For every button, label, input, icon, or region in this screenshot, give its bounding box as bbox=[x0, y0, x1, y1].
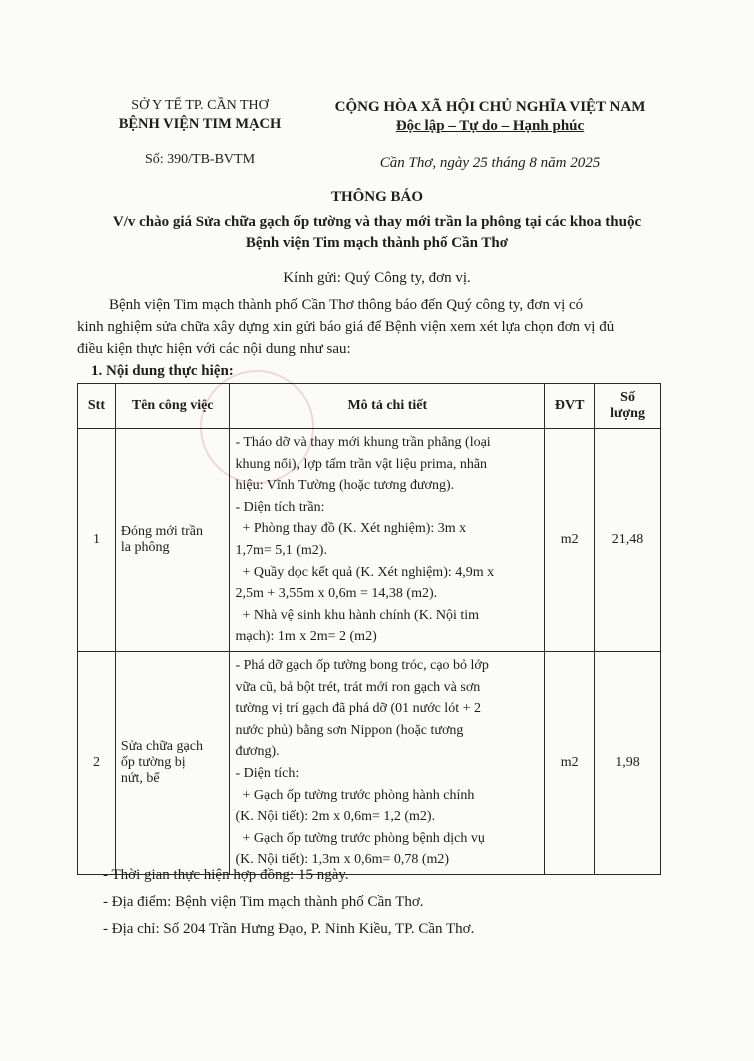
desc-line: nước phủ) bằng sơn Nippon (hoặc tương bbox=[235, 722, 464, 738]
issuer-block bbox=[70, 97, 330, 169]
header-unit: ĐVT bbox=[545, 384, 595, 429]
header-desc: Mô tả chi tiết bbox=[230, 384, 545, 429]
row-stt: 1 bbox=[78, 429, 116, 652]
subtitle-line: Bệnh viện Tim mạch thành phố Cần Thơ bbox=[245, 235, 509, 251]
desc-line: + Nhà vệ sinh khu hành chính (K. Nội tim bbox=[235, 607, 479, 623]
note-item: - Địa điểm: Bệnh viện Tim mạch thành phố Cần Thơ. bbox=[103, 894, 424, 910]
national-header-block bbox=[310, 98, 670, 173]
row-name-line: Đóng mới trần bbox=[120, 523, 203, 539]
desc-line: 2,5m + 3,55m x 0,6m = 14,38 (m2). bbox=[235, 586, 438, 602]
work-items-table bbox=[77, 383, 661, 875]
subtitle-line: V/v chào giá Sửa chữa gạch ốp tường và thay mới trần la phông tại các khoa thuộc bbox=[112, 214, 642, 230]
desc-line: đương). bbox=[235, 744, 280, 760]
header-qty-line: Số bbox=[620, 390, 635, 405]
table-row bbox=[78, 651, 661, 874]
row-qty: 21,48 bbox=[595, 429, 661, 652]
note-item: - Thời gian thực hiện hợp đồng: 15 ngày. bbox=[103, 867, 349, 883]
row-unit: m2 bbox=[545, 651, 595, 874]
section-title: 1. Nội dung thực hiện: bbox=[91, 363, 234, 379]
desc-line: (K. Nội tiết): 1,3m x 0,6m= 0,78 (m2) bbox=[235, 852, 450, 868]
intro-line: kinh nghiệm sửa chữa xây dựng xin gửi báo giá để Bệnh viện xem xét lựa chọn đơn vị đủ bbox=[77, 319, 615, 335]
note-item: - Địa chỉ: Số 204 Trần Hưng Đạo, P. Ninh Kiều, TP. Cần Thơ. bbox=[103, 921, 475, 937]
row-name-line: la phông bbox=[120, 539, 170, 555]
desc-line: - Tháo dỡ và thay mới khung trần phẳng (loại bbox=[235, 435, 491, 450]
desc-line: hiệu: Vĩnh Tường (hoặc tương đương). bbox=[235, 478, 455, 494]
national-motto: Độc lập – Tự do – Hạnh phúc bbox=[395, 118, 585, 134]
greeting: Kính gửi: Quý Công ty, đơn vị. bbox=[283, 270, 471, 286]
desc-line: mạch): 1m x 2m= 2 (m2) bbox=[235, 629, 377, 645]
desc-line: + Gạch ốp tường trước phòng bệnh dịch vụ bbox=[235, 830, 485, 846]
row-desc bbox=[230, 651, 545, 874]
document-subtitle bbox=[40, 212, 714, 254]
row-name bbox=[115, 429, 230, 652]
desc-line: vữa cũ, bả bột trét, trát mới ron gạch và sơn bbox=[235, 679, 481, 695]
intro-line: điều kiện thực hiện với các nội dung như sau: bbox=[77, 341, 351, 357]
agency-name: SỞ Y TẾ TP. CẦN THƠ bbox=[131, 98, 269, 113]
desc-line: + Quầy dọc kết quả (K. Xét nghiệm): 4,9m x bbox=[235, 564, 495, 580]
place-date: Cần Thơ, ngày 25 tháng 8 năm 2025 bbox=[379, 155, 601, 171]
desc-line: - Diện tích trần: bbox=[235, 499, 325, 515]
row-unit: m2 bbox=[545, 429, 595, 652]
intro-text: Bệnh viện Tim mạch thành phố Cần Thơ thông báo đến Quý công ty, đơn vị có bbox=[109, 297, 584, 313]
desc-line: (K. Nội tiết): 2m x 0,6m= 1,2 (m2). bbox=[235, 809, 436, 825]
header-qty bbox=[595, 384, 661, 429]
row-name-line: ốp tường bị bbox=[120, 754, 186, 770]
document-title: THÔNG BÁO bbox=[330, 189, 424, 205]
desc-line: 1,7m= 5,1 (m2). bbox=[235, 542, 327, 558]
row-name bbox=[115, 651, 230, 874]
header-qty-line: lượng bbox=[610, 406, 645, 421]
table-header-row bbox=[78, 384, 661, 429]
country-name: CỘNG HÒA XÃ HỘI CHỦ NGHĨA VIỆT NAM bbox=[334, 99, 646, 115]
desc-line: + Phòng thay đồ (K. Xét nghiệm): 3m x bbox=[235, 521, 467, 537]
row-name-line: nứt, bể bbox=[120, 770, 160, 786]
row-qty: 1,98 bbox=[595, 651, 661, 874]
notes-list bbox=[103, 862, 474, 943]
hospital-name: BỆNH VIỆN TIM MẠCH bbox=[118, 116, 282, 132]
table-row bbox=[78, 429, 661, 652]
desc-line: khung nổi), lợp tấm trần vật liệu prima, nhãn bbox=[235, 456, 488, 472]
desc-line: - Diện tích: bbox=[235, 765, 300, 781]
document-number: Số: 390/TB-BVTM bbox=[144, 152, 256, 167]
header-stt: Stt bbox=[78, 384, 116, 429]
header-name: Tên công việc bbox=[115, 384, 230, 429]
desc-line: tường vị trí gạch đã phá dỡ (01 nước lót + 2 bbox=[235, 701, 481, 717]
desc-line: - Phá dỡ gạch ốp tường bong tróc, cạo bỏ lớp bbox=[235, 657, 489, 673]
row-desc bbox=[230, 429, 545, 652]
desc-line: + Gạch ốp tường trước phòng hành chính bbox=[235, 787, 475, 803]
intro-line bbox=[77, 294, 677, 316]
intro-paragraph bbox=[77, 294, 677, 360]
row-stt: 2 bbox=[78, 651, 116, 874]
row-name-line: Sửa chữa gạch bbox=[120, 738, 203, 754]
